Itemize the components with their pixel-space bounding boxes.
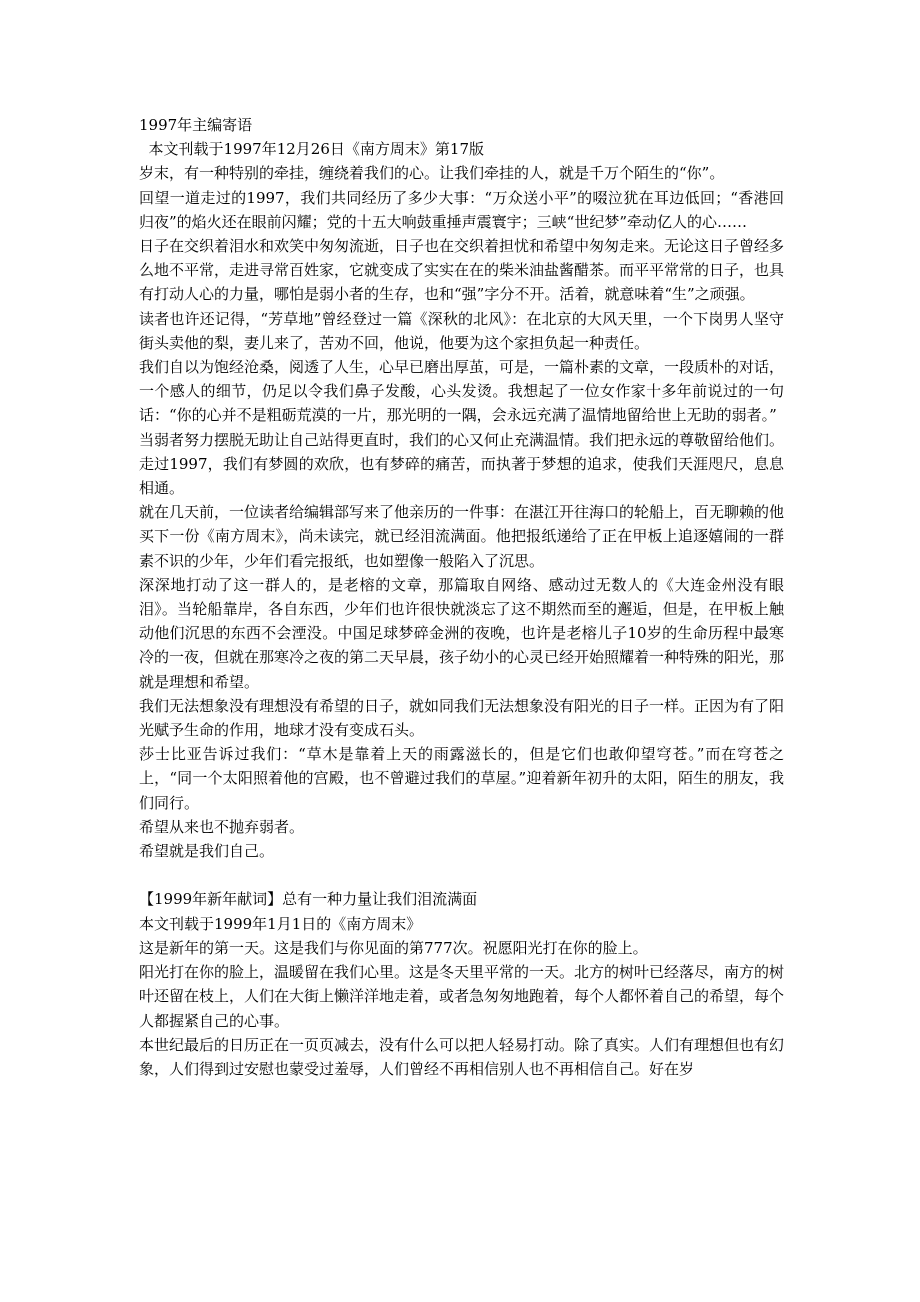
article-1-paragraph: 希望就是我们自己。	[139, 842, 275, 861]
article-1-paragraph: 深深地打动了这一群人的，是老榕的文章，那篇取自网络、感动过无数人的《大连金州没有眼泪》。当轮船靠岸，各自东西，少年们也许很快就淡忘了这不期然而至的邂逅，但是，在甲板上触动他们沉思的东西不会湮没。中国足球梦碎金洲的夜晚，也许是老榕儿子10岁的生命历程中最寒冷的一夜，但就在那寒冷之夜的第二天早晨，孩子幼小的心灵已经开始照耀着一种特殊的阳光，那就是理想和希望。	[139, 575, 785, 691]
article-1-paragraph: 我们无法想象没有理想没有希望的日子，就如同我们无法想象没有阳光的日子一样。正因为有了阳光赋予生命的作用，地球才没有变成石头。	[139, 696, 785, 740]
article-1-paragraph: 当弱者努力摆脱无助让自己站得更直时，我们的心又何止充满温情。我们把永远的尊敬留给他们。	[139, 430, 785, 449]
article-1-paragraph: 读者也许还记得，“芳草地”曾经登过一篇《深秋的北风》：在北京的大风天里，一个下岗男人坚守街头卖他的梨，妻儿来了，苦劝不回，他说，他要为这个家担负起一种责任。	[139, 309, 784, 352]
article-1-source: 本文刊载于1997年12月26日《南方周末》第17版	[139, 140, 484, 159]
article-1-paragraph: 就在几天前，一位读者给编辑部写来了他亲历的一件事：在湛江开往海口的轮船上，百无聊赖的他买下一份《南方周末》，尚未读完，就已经泪流满面。他把报纸递给了正在甲板上追逐嬉闹的一群素不识的少年，少年们看完报纸，也如塑像一般陷入了沉思。	[139, 503, 785, 570]
article-1-paragraph: 日子在交织着泪水和欢笑中匆匆流逝，日子也在交织着担忧和希望中匆匆走来。无论这日子曾经多么地不平常，走进寻常百姓家，它就变成了实实在在的柴米油盐酱醋茶。而平平常常的日子，也具有打动人心的力量，哪怕是弱小者的生存，也和“强”字分不开。活着，就意味着“生”之顽强。	[139, 237, 785, 304]
article-1-title: 1997年主编寄语	[139, 116, 253, 134]
article-1-paragraph: 莎士比亚告诉过我们：“草木是靠着上天的雨露滋长的，但是它们也敢仰望穹苍。”而在穹苍之上，“同一个太阳照着他的宫殿，也不曾避过我们的草屋。”迎着新年初升的太阳，陌生的朋友，我们同行。	[139, 745, 784, 812]
document-page	[139, 113, 784, 1081]
article-1-paragraph: 回望一道走过的1997，我们共同经历了多少大事：“万众送小平”的啜泣犹在耳边低回；“香港回归夜”的焰火还在眼前闪耀；党的十五大响鼓重捶声震寰宇；三峡“世纪梦”牵动亿人的心……	[139, 188, 784, 231]
article-2-paragraph: 阳光打在你的脸上，温暖留在我们心里。这是冬天里平常的一天。北方的树叶已经落尽，南方的树叶还留在枝上，人们在大街上懒洋洋地走着，或者急匆匆地跑着，每个人都怀着自己的希望，每个人都握紧自己的心事。	[139, 963, 785, 1030]
article-1-paragraph: 希望从来也不抛弃弱者。	[139, 817, 305, 836]
article-1-paragraph: 我们自以为饱经沧桑，阅透了人生，心早已磨出厚茧，可是，一篇朴素的文章，一段质朴的对话，一个感人的细节，仍足以令我们鼻子发酸，心头发烫。我想起了一位女作家十多年前说过的一句话：“你的心并不是粗砺荒漠的一片，那光明的一隅，会永远充满了温情地留给世上无助的弱者。”	[139, 358, 785, 425]
section-divider	[139, 863, 784, 887]
article-1-paragraph: 走过1997，我们有梦圆的欢欣，也有梦碎的痛苦，而执著于梦想的追求，使我们天涯咫尺，息息相通。	[139, 454, 784, 498]
article-2-title: 【1999年新年献词】总有一种力量让我们泪流满面	[139, 890, 478, 909]
article-1-paragraph: 岁末，有一种特别的牵挂，缠绕着我们的心。让我们牵挂的人，就是千万个陌生的“你”。	[139, 164, 725, 183]
article-2-paragraph: 这是新年的第一天。这是我们与你见面的第777次。祝愿阳光打在你的脸上。	[139, 938, 648, 957]
article-2-source: 本文刊载于1999年1月1日的《南方周末》	[139, 914, 422, 933]
article-2-paragraph: 本世纪最后的日历正在一页页减去，没有什么可以把人轻易打动。除了真实。人们有理想但也有幻象，人们得到过安慰也蒙受过羞辱，人们曾经不再相信别人也不再相信自己。好在岁	[139, 1035, 785, 1078]
